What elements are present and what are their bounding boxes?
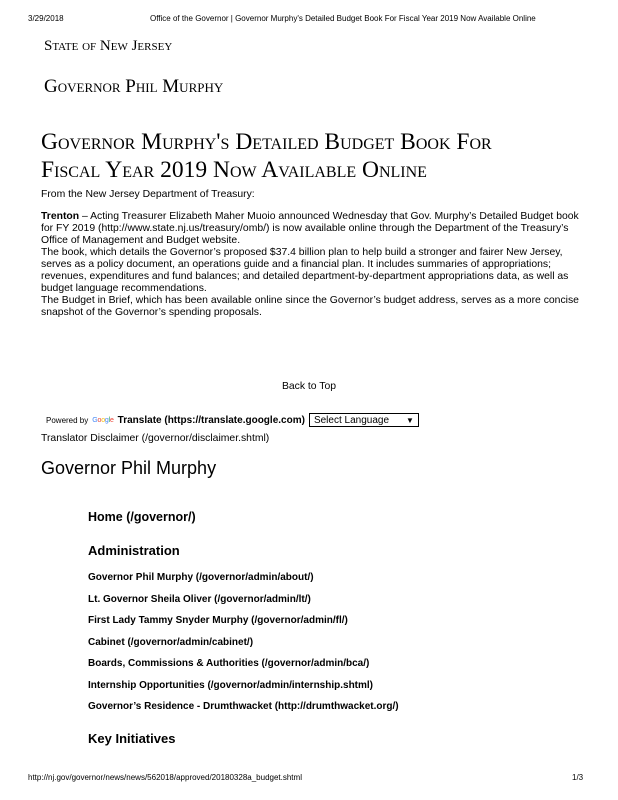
powered-by-label: Powered by — [46, 415, 89, 425]
nav-item-cabinet[interactable]: Cabinet (/governor/admin/cabinet/) — [88, 636, 254, 648]
site-name-link[interactable]: Governor Phil Murphy — [44, 76, 224, 97]
nav-item-governor[interactable]: Governor Phil Murphy (/governor/admin/about/) — [88, 572, 314, 583]
print-page-number: 1/3 — [572, 773, 584, 782]
google-logo: Google — [92, 416, 114, 424]
state-name-link[interactable]: State of New Jersey — [44, 38, 173, 54]
article-paragraph-1 — [41, 211, 581, 247]
article-dateline: Trenton — [41, 211, 80, 222]
article-paragraph-3: The Budget in Brief, which has been available online since the Governor’s budget address, serves as a more concise snapshot of the Governor’s spending proposals. — [41, 295, 579, 318]
caret-down-icon: ▼ — [406, 415, 414, 425]
article-title-line2: Fiscal Year 2019 Now Available Online — [41, 157, 427, 183]
article-body — [41, 211, 581, 319]
nav-item-residence[interactable]: Governor’s Residence - Drumthwacket (http://drumthwacket.org/) — [88, 701, 399, 712]
translate-link[interactable]: Translate (https://translate.google.com) — [117, 414, 305, 426]
footer-title: Governor Phil Murphy — [41, 458, 217, 478]
language-select-value: Select Language — [313, 414, 390, 426]
article-paragraph-2: The book, which details the Governor’s proposed $37.4 billion plan to help build a stronger and fairer New Jersey, serves as a policy document, an operations guide and a financial plan. It includes summaries of appropriations; revenues, expenditures and fund balances; and detailed department-by-department appropriations data, as well as budget language recommendations. — [41, 247, 569, 294]
nav-item-first-lady[interactable]: First Lady Tammy Snyder Murphy (/governor/admin/fl/) — [88, 615, 348, 626]
article-paragraph-1-text: – Acting Treasurer Elizabeth Maher Muoio announced Wednesday that Gov. Murphy’s Detailed Budget book for FY 2019 (http://www.state.nj.us/treasury/omb/) is now available online through the Department of the Treasury’s Office of Management and Budget website. — [41, 211, 579, 246]
translate-bar — [46, 413, 419, 427]
nav-item-internship[interactable]: Internship Opportunities (/governor/admin/internship.shtml) — [88, 679, 374, 691]
translator-disclaimer-link[interactable]: Translator Disclaimer (/governor/disclaimer.shtml) — [41, 433, 270, 444]
print-url: http://nj.gov/governor/news/news/562018/approved/20180328a_budget.shtml — [28, 773, 302, 782]
nav-item-boards[interactable]: Boards, Commissions & Authorities (/governor/admin/bca/) — [88, 658, 370, 669]
article-title-line1: Governor Murphy's Detailed Budget Book For — [41, 129, 492, 155]
print-title: Office of the Governor | Governor Murphy's Detailed Budget Book For Fiscal Year 2019 Now Available Online — [150, 14, 536, 23]
print-date: 3/29/2018 — [28, 14, 64, 23]
nav-home-link[interactable]: Home (/governor/) — [88, 510, 196, 524]
nav-item-lt-governor[interactable]: Lt. Governor Sheila Oliver (/governor/admin/lt/) — [88, 593, 311, 605]
nav-administration-title: Administration — [88, 543, 180, 558]
nav-administration-list — [88, 572, 399, 723]
back-to-top-link[interactable]: Back to Top — [281, 381, 337, 392]
language-select[interactable] — [309, 413, 419, 427]
article-title — [41, 128, 581, 184]
nav-key-initiatives-title: Key Initiatives — [88, 731, 176, 746]
article-intro: From the New Jersey Department of Treasury: — [41, 189, 255, 200]
